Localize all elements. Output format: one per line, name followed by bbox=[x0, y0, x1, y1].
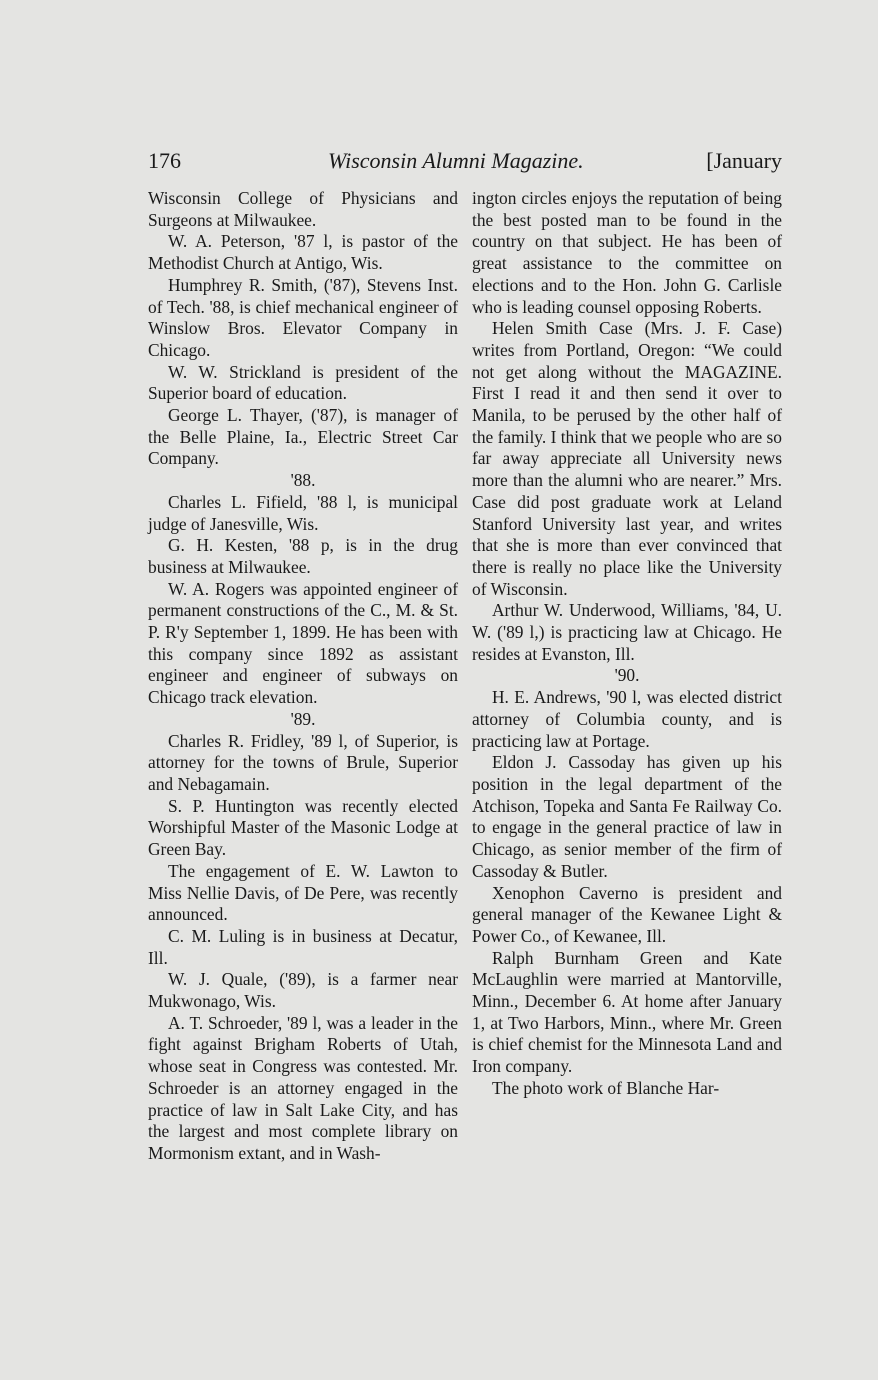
alumni-note: Wisconsin College of Physicians and Surgeons at Milwaukee. bbox=[148, 188, 458, 230]
alumni-note: Xenophon Caverno is president and general manager of the Kewanee Light & Power Co., of Kewanee, Ill. bbox=[472, 882, 782, 946]
alumni-note: Ralph Burnham Green and Kate McLaughlin were married at Mantorville, Minn., December 6. At home after January 1, at Two Harbors, Minn., where Mr. Green is chief chemist for the Minnesota Land and Iron company. bbox=[472, 947, 782, 1077]
right-column bbox=[472, 188, 782, 1100]
alumni-note: A. T. Schroeder, '89 l, was a leader in the fight against Brigham Roberts of Utah, whose seat in Congress was contested. Mr. Schroeder is an attorney engaged in the practice of law in Salt Lake City, and has the largest and most complete library on Mormonism extant, and in Wash- bbox=[148, 1012, 458, 1163]
alumni-note: The engagement of E. W. Lawton to Miss Nellie Davis, of De Pere, was recently announced. bbox=[148, 860, 458, 925]
magazine-title: Wisconsin Alumni Magazine. bbox=[328, 148, 584, 173]
left-column bbox=[148, 188, 458, 1165]
page-number: 176 bbox=[148, 148, 181, 173]
page-header bbox=[148, 148, 782, 182]
alumni-note: W. J. Quale, ('89), is a farmer near Mukwonago, Wis. bbox=[148, 969, 458, 1012]
alumni-note: W. A. Peterson, '87 l, is pastor of the Methodist Church at Antigo, Wis. bbox=[148, 231, 458, 274]
issue-month: [January bbox=[706, 148, 782, 173]
alumni-note: C. M. Luling is in business at Decatur, Ill. bbox=[148, 925, 458, 968]
alumni-note: Arthur W. Underwood, Williams, '84, U. W. ('89 l,) is practicing law at Chicago. He resides at Evanston, Ill. bbox=[472, 600, 782, 664]
alumni-note: H. E. Andrews, '90 l, was elected district attorney of Columbia county, and is practicing law at Portage. bbox=[472, 687, 782, 751]
alumni-note: W. W. Strickland is president of the Superior board of education. bbox=[148, 361, 458, 404]
alumni-note: Charles R. Fridley, '89 l, of Superior, is attorney for the towns of Brule, Superior and Nebagamain. bbox=[148, 730, 458, 794]
alumni-note: G. H. Kesten, '88 p, is in the drug business at Milwaukee. bbox=[148, 535, 458, 577]
alumni-note: Eldon J. Cassoday has given up his position in the legal department of the Atchison, Topeka and Santa Fe Railway Co. to engage in the general practice of law in Chicago, as senior member of the firm of Cassoday & Butler. bbox=[472, 752, 782, 881]
year-heading: '89. bbox=[290, 708, 316, 729]
alumni-note: The photo work of Blanche Har- bbox=[492, 1077, 720, 1098]
year-heading: '88. bbox=[290, 470, 316, 491]
alumni-note: Charles L. Fifield, '88 l, is municipal judge of Janesville, Wis. bbox=[148, 491, 458, 534]
alumni-note: S. P. Huntington was recently elected Worshipful Master of the Masonic Lodge at Green Bay. bbox=[148, 795, 458, 860]
alumni-note: Helen Smith Case (Mrs. J. F. Case) writes from Portland, Oregon: “We could not get along without the MAGAZINE. First I read it and then send it over to Manila, to be perused by the other half of the family. I think that we people who are so far away appreciate all University news more than the alumni who are nearer.” Mrs. Case did post graduate work at Leland Stanford University last year, and writes that she is more than ever convinced that there is really no place like the University of Wisconsin. bbox=[472, 318, 782, 599]
alumni-note: W. A. Rogers was appointed engineer of permanent constructions of the C., M. & St. P. R'y September 1, 1899. He has been with this company since 1892 as assistant engineer and engineer of subways on Chicago track elevation. bbox=[148, 578, 458, 708]
alumni-note: ington circles enjoys the reputation of being the best posted man to be found in the country on that subject. He has been of great assistance to the committee on elections and to the Hon. John G. Carlisle who is leading counsel opposing Roberts. bbox=[472, 188, 782, 317]
alumni-note: Humphrey R. Smith, ('87), Stevens Inst. of Tech. '88, is chief mechanical engineer of Winslow Bros. Elevator Company in Chicago. bbox=[148, 274, 458, 360]
alumni-note: George L. Thayer, ('87), is manager of the Belle Plaine, Ia., Electric Street Car Company. bbox=[148, 405, 458, 469]
year-heading: '90. bbox=[614, 665, 640, 686]
